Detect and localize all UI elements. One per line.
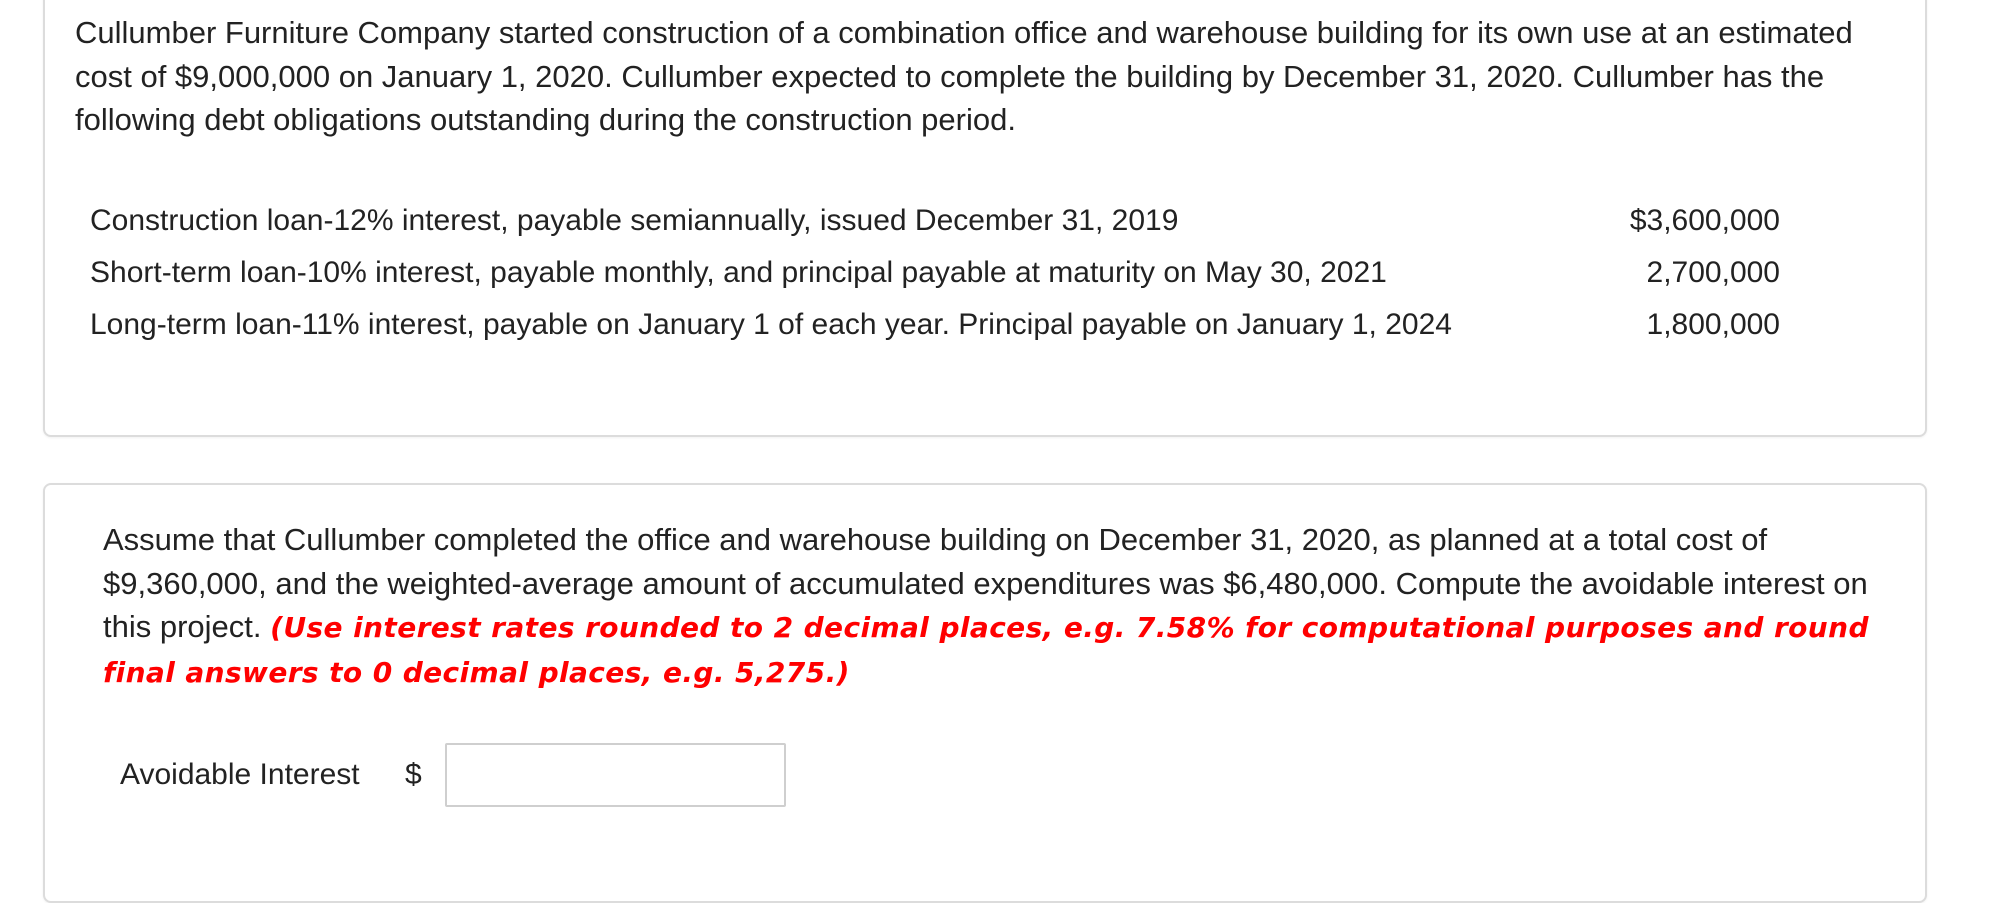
table-row [90,299,1780,351]
dollar-sign: $ [405,758,422,791]
table-row [90,195,1780,247]
problem-card [43,0,1927,437]
answer-row [120,743,786,807]
debt-amount: 2,700,000 [1646,256,1780,289]
avoidable-interest-label: Avoidable Interest [120,758,360,791]
avoidable-interest-input[interactable] [445,743,786,807]
rounding-instruction: (Use interest rates rounded to 2 decimal places, e.g. 7.58% for computational purposes and round final answers to 0 decimal places, e.g. 5,275.) [103,611,1869,689]
debt-amount: 1,800,000 [1646,308,1780,341]
debt-description: Construction loan-12% interest, payable semiannually, issued December 31, 2019 [90,204,1179,237]
debt-description: Short-term loan-10% interest, payable monthly, and principal payable at maturity on May 30, 2021 [90,256,1387,289]
debt-description: Long-term loan-11% interest, payable on January 1 of each year. Principal payable on January 1, 2024 [90,308,1452,341]
debt-obligations-table [90,195,1780,351]
question-text: Assume that Cullumber completed the office and warehouse building on December 31, 2020, as planned at a total cost of $9,360,000, and the weighted-average amount of accumulated expenditures was $6,480,000. Compute the avoidable interest on this project. [103,522,1868,644]
problem-intro-text: Cullumber Furniture Company started construction of a combination office and warehouse building for its own use at an estimated cost of $9,000,000 on January 1, 2020. Cullumber expected to complete the building by December 31, 2020. Cullumber has the following debt obligations outstanding during the construction period. [75,15,1853,137]
debt-amount: $3,600,000 [1629,204,1780,237]
table-row [90,247,1780,299]
question-card [43,483,1927,903]
question-text-block [103,518,1913,694]
